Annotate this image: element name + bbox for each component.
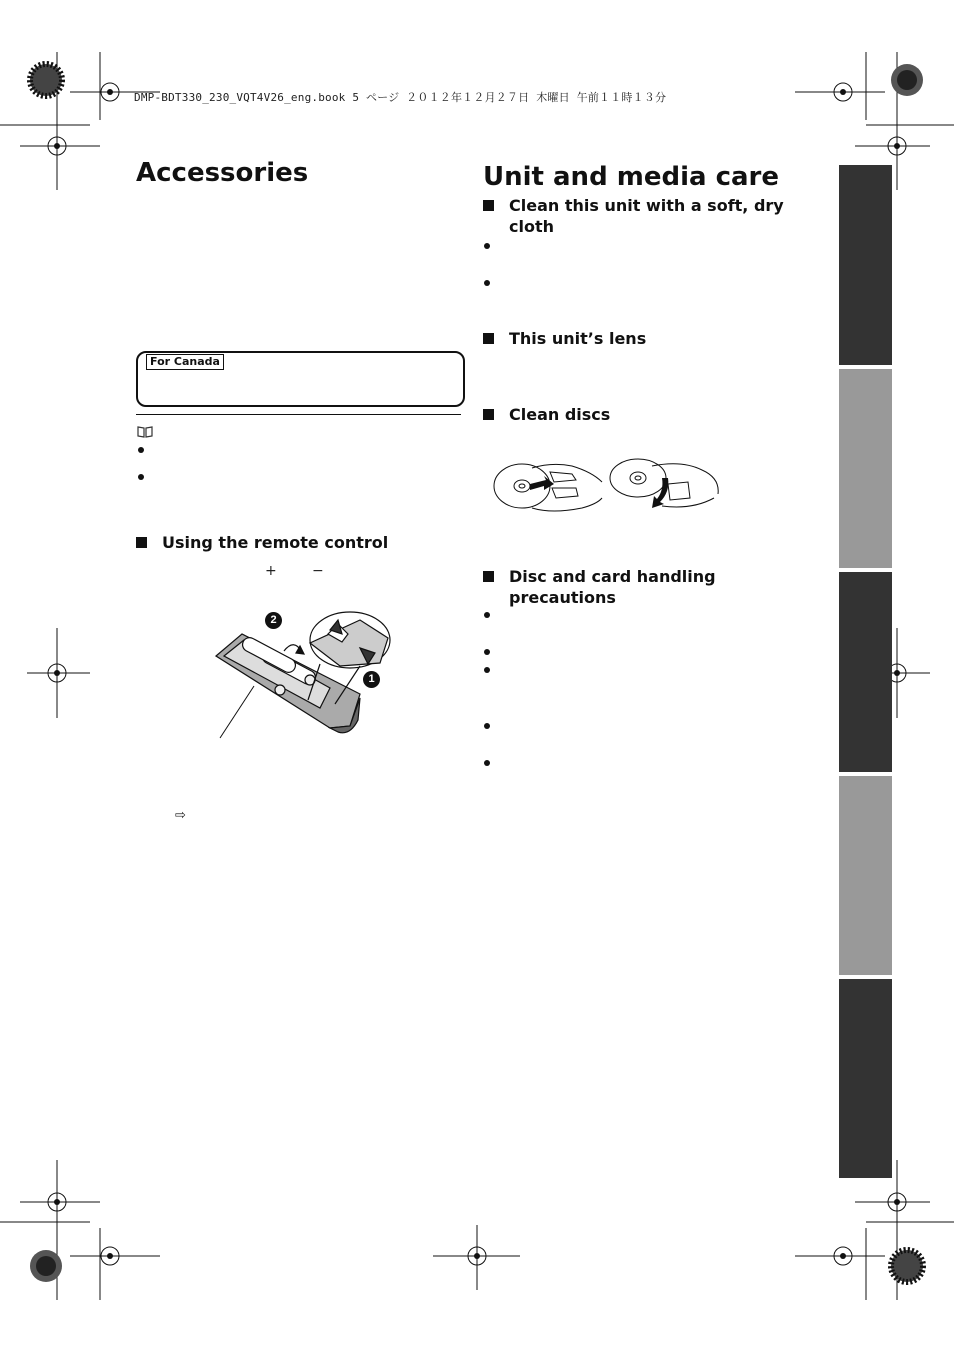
remote-heading: Using the remote control: [136, 532, 461, 553]
handling-bullet-5: [484, 760, 490, 766]
clean-disc-illustration: [492, 458, 724, 518]
clean-discs-heading: Clean discs: [483, 404, 798, 425]
heading-square-icon: [483, 571, 494, 582]
section-tab-5: [839, 979, 892, 1178]
heading-square-icon: [483, 409, 494, 420]
reference-arrow-icon: ⇨: [175, 808, 186, 823]
clean-unit-bullet-1: [484, 243, 490, 249]
clean-unit-bullet-2: [484, 280, 490, 286]
unit-media-care-title: Unit and media care: [483, 162, 779, 192]
handling-bullet-4: [484, 723, 490, 729]
heading-square-icon: [136, 537, 147, 548]
heading-square-icon: [483, 333, 494, 344]
section-tab-3: [839, 572, 892, 772]
heading-square-icon: [483, 200, 494, 211]
accessories-title: Accessories: [136, 158, 309, 188]
battery-minus-symbol: −: [312, 563, 324, 579]
lens-heading: This unit’s lens: [483, 328, 798, 349]
section-tab-1: [839, 165, 892, 365]
step-2-marker: 2: [265, 612, 282, 629]
clean-unit-heading: Clean this unit with a soft, dry cloth: [483, 195, 798, 237]
section-tab-4: [839, 776, 892, 975]
step-1-marker: 1: [363, 671, 380, 688]
note-bullet-1: [138, 447, 144, 453]
handling-bullet-2: [484, 649, 490, 655]
note-bullet-2: [138, 474, 144, 480]
note-book-icon: [137, 425, 153, 438]
handling-bullet-1: [484, 612, 490, 618]
battery-plus-symbol: +: [265, 563, 277, 579]
section-tab-2: [839, 369, 892, 568]
print-header-line: DMP-BDT330_230_VQT4V26_eng.book 5 ページ ２０１２年１２月２７日 木曜日 午前１１時１３分: [134, 91, 667, 104]
for-canada-label: For Canada: [146, 354, 224, 370]
note-divider: [136, 414, 461, 415]
handling-bullet-3: [484, 667, 490, 673]
handling-heading: Disc and card handling precautions: [483, 566, 798, 608]
